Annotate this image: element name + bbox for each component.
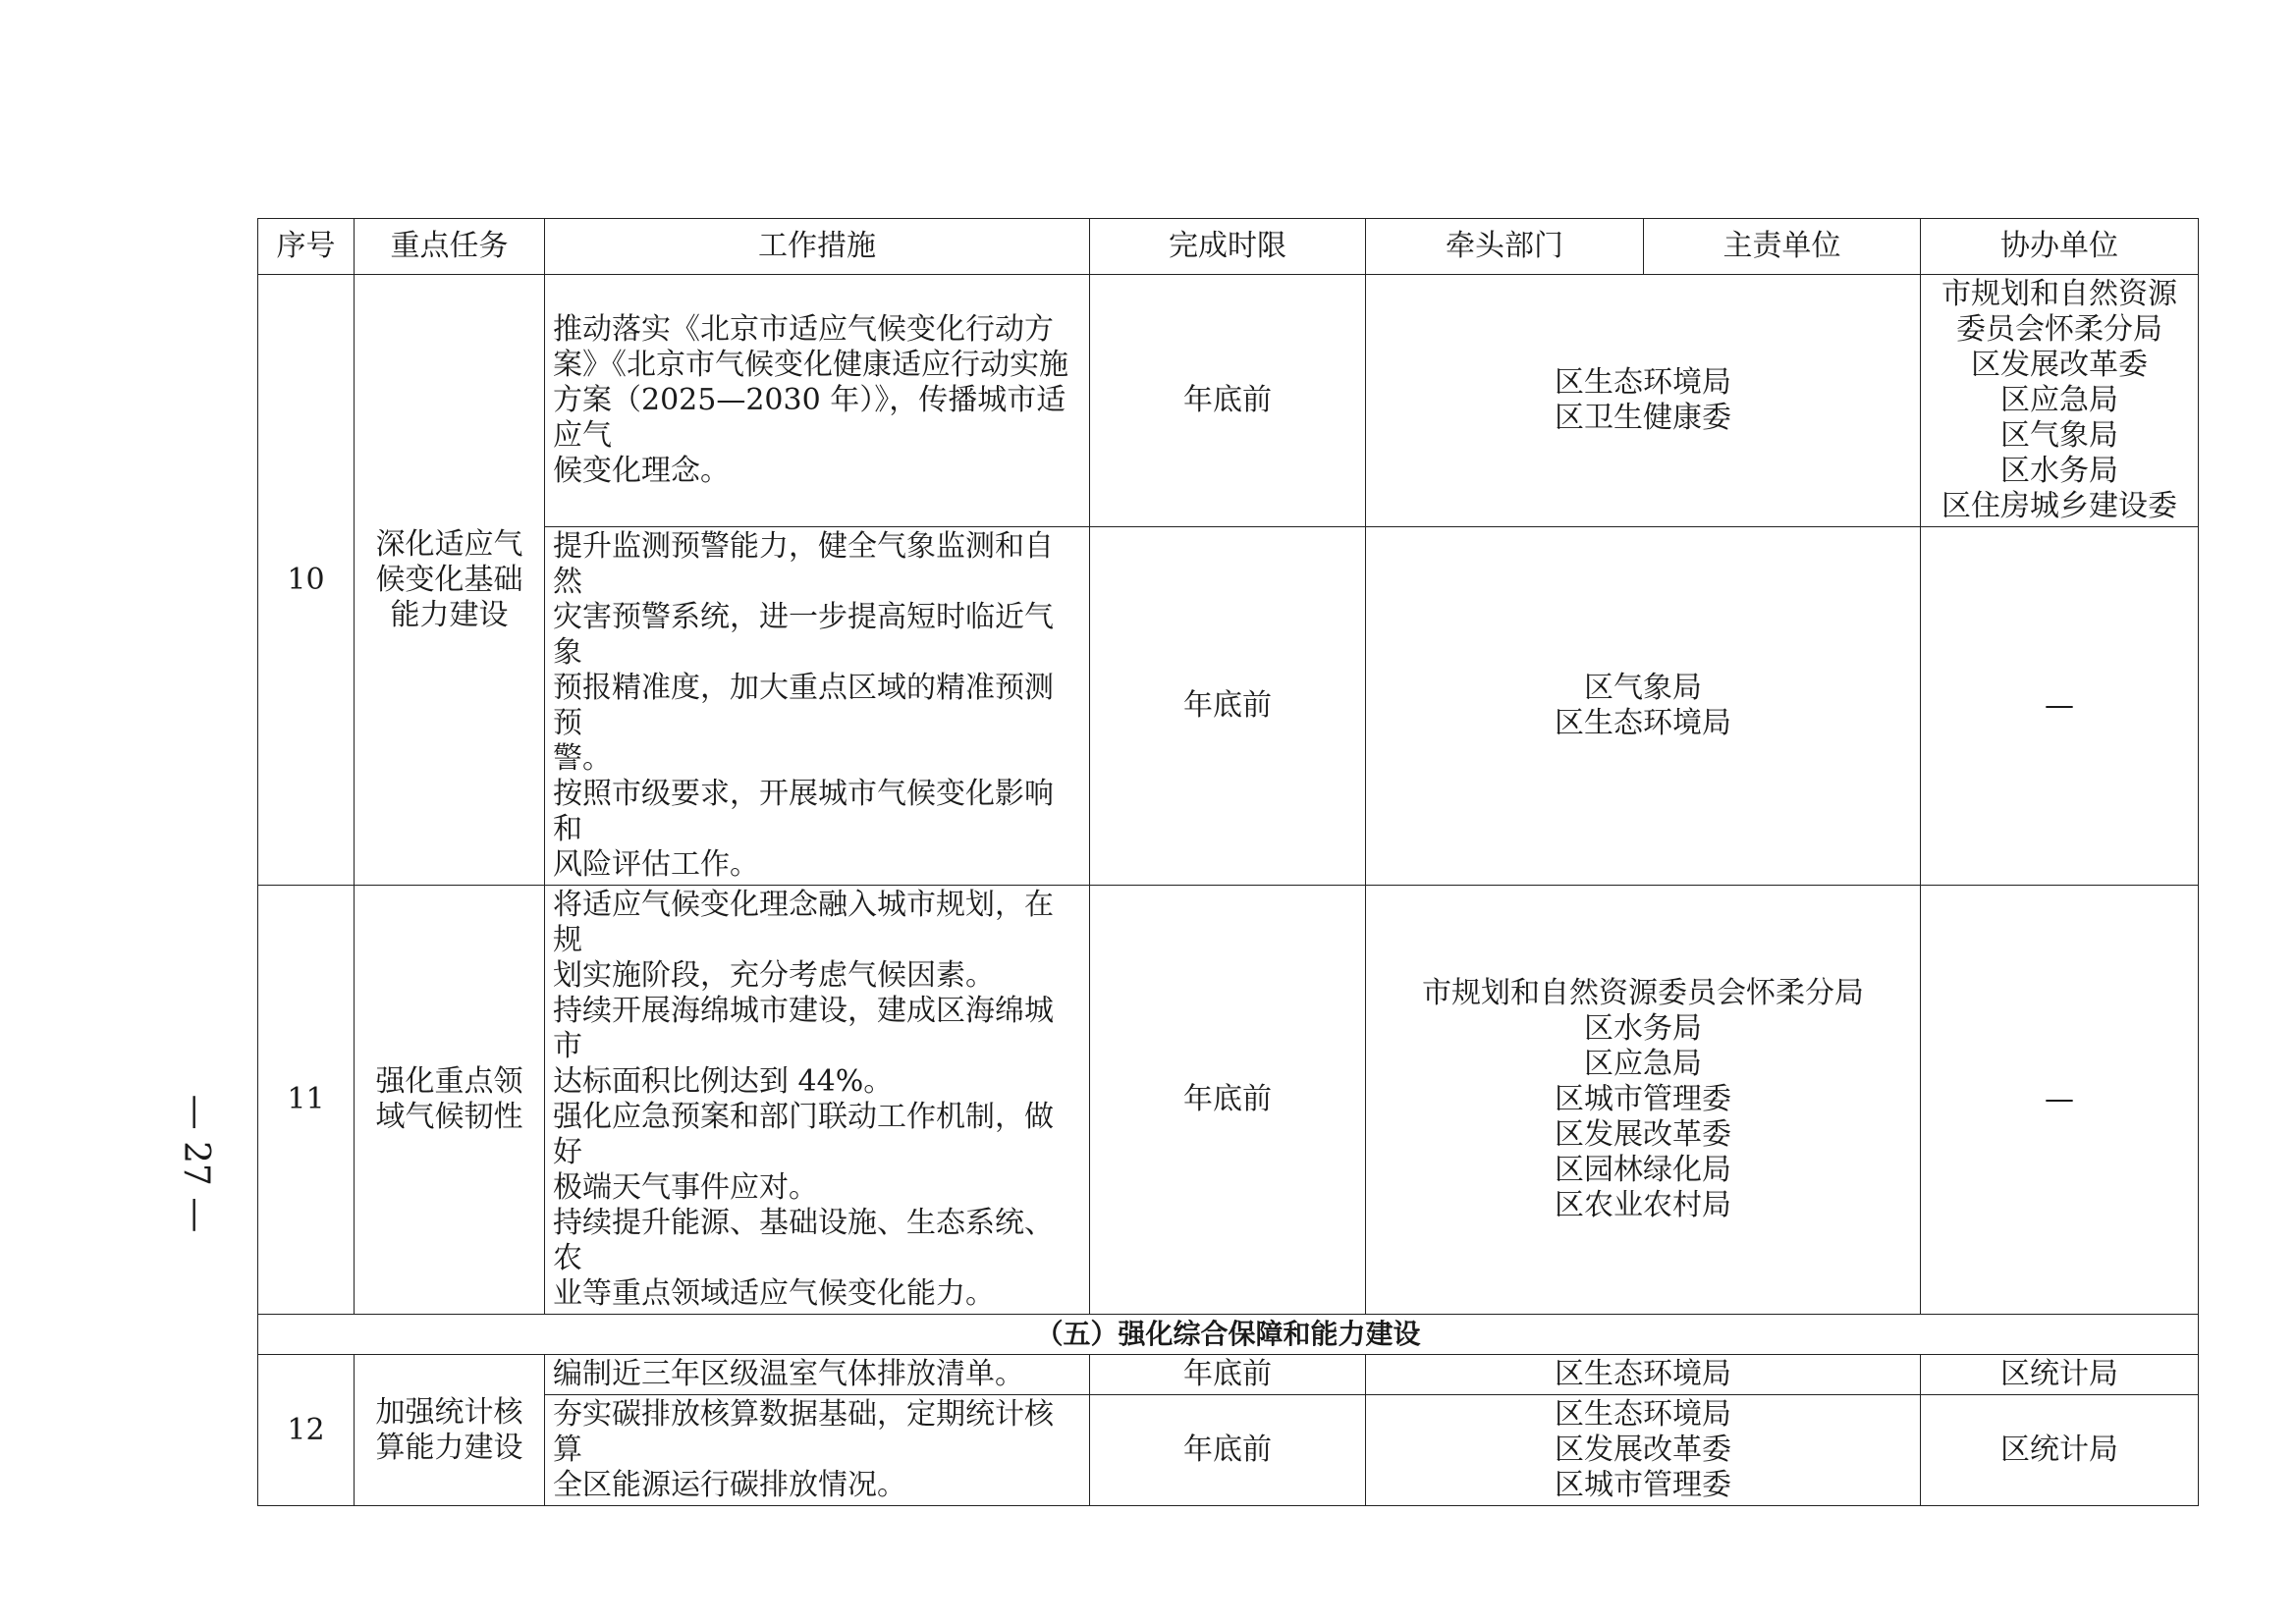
- responsible-line: 区发展改革委: [1555, 1433, 1731, 1467]
- header-lead: 牵头部门: [1366, 219, 1644, 275]
- table-row: [258, 527, 2199, 886]
- responsible-line: 区气象局: [1584, 671, 1702, 705]
- responsible-line: 区生态环境局: [1555, 1357, 1731, 1391]
- measure-line: 全区能源运行碳排放情况。: [553, 1468, 906, 1502]
- measure-line: 达标面积比例达到 44%。: [553, 1064, 894, 1099]
- deadline-cell: 年底前: [1090, 527, 1366, 886]
- measure-cell: [545, 275, 1090, 527]
- measure-line: 编制近三年区级温室气体排放清单。: [553, 1357, 1024, 1391]
- assist-line: 委员会怀柔分局: [1956, 312, 2162, 347]
- responsible-line: 区水务局: [1584, 1011, 1702, 1046]
- responsible-line: 区生态环境局: [1555, 706, 1731, 740]
- measure-line: 灾害预警系统，进一步提高短时临近气象: [553, 600, 1054, 670]
- measure-line: 持续开展海绵城市建设，建成区海绵城市: [553, 994, 1054, 1063]
- responsible-cell: [1366, 527, 1921, 886]
- measure-line: 业等重点领域适应气候变化能力。: [553, 1276, 995, 1311]
- measure-line: 预报精准度，加大重点区域的精准预测预: [553, 671, 1054, 740]
- assist-cell: —: [1921, 527, 2199, 886]
- table-row: [258, 886, 2199, 1315]
- responsible-line: 区城市管理委: [1555, 1082, 1731, 1116]
- table-row: [258, 1395, 2199, 1506]
- assist-line: 区应急局: [2000, 383, 2118, 417]
- measure-line: 夯实碳排放核算数据基础，定期统计核算: [553, 1397, 1054, 1467]
- page-number: — 27 —: [176, 1094, 217, 1233]
- header-no: 序号: [258, 219, 355, 275]
- header-deadline: 完成时限: [1090, 219, 1366, 275]
- header-task: 重点任务: [355, 219, 545, 275]
- header-main: 主责单位: [1644, 219, 1921, 275]
- assist-cell: 区统计局: [1921, 1355, 2199, 1395]
- table-row: [258, 275, 2199, 527]
- measure-line: 推动落实《北京市适应气候变化行动方: [553, 312, 1054, 347]
- measure-line: 将适应气候变化理念融入城市规划，在规: [553, 888, 1054, 957]
- measure-line: 极端天气事件应对。: [553, 1170, 818, 1205]
- responsible-line: 区生态环境局: [1555, 1397, 1731, 1432]
- deadline-cell: 年底前: [1090, 1395, 1366, 1506]
- assist-line: 区发展改革委: [1971, 348, 2148, 382]
- task-line: 域气候韧性: [375, 1100, 523, 1134]
- measure-line: 候变化理念。: [553, 454, 730, 488]
- assist-line: 区水务局: [2000, 454, 2118, 488]
- task-line: 能力建设: [390, 597, 509, 632]
- responsible-cell: [1366, 1395, 1921, 1506]
- measure-line: 警。: [553, 741, 612, 776]
- task-cell: [355, 1355, 545, 1506]
- task-line: 深化适应气: [375, 526, 523, 562]
- table-row: [258, 1355, 2199, 1395]
- section-row: [258, 1315, 2199, 1355]
- assist-cell: [1921, 275, 2199, 527]
- responsible-line: 区发展改革委: [1555, 1117, 1731, 1152]
- responsible-line: 区农业农村局: [1555, 1188, 1731, 1222]
- assist-line: 区气象局: [2000, 418, 2118, 453]
- assist-cell: —: [1921, 886, 2199, 1315]
- task-table: [257, 218, 2199, 1506]
- task-line: 算能力建设: [375, 1430, 523, 1465]
- responsible-cell: [1366, 1355, 1921, 1395]
- header-measure: 工作措施: [545, 219, 1090, 275]
- deadline-cell: 年底前: [1090, 275, 1366, 527]
- task-cell: [355, 275, 545, 886]
- task-line: 加强统计核: [375, 1394, 523, 1430]
- assist-line: 区住房城乡建设委: [1941, 489, 2177, 523]
- row-number: 11: [258, 886, 355, 1315]
- deadline-cell: 年底前: [1090, 886, 1366, 1315]
- responsible-line: 区生态环境局: [1555, 365, 1731, 400]
- responsible-line: 区园林绿化局: [1555, 1153, 1731, 1187]
- responsible-line: 区应急局: [1584, 1047, 1702, 1081]
- measure-cell: [545, 886, 1090, 1315]
- responsible-cell: [1366, 886, 1921, 1315]
- measure-cell: [545, 527, 1090, 886]
- section-heading: （五）强化综合保障和能力建设: [258, 1315, 2199, 1355]
- measure-line: 强化应急预案和部门联动工作机制，做好: [553, 1100, 1054, 1169]
- measure-line: 案》《北京市气候变化健康适应行动实施: [553, 348, 1068, 382]
- measure-line: 划实施阶段，充分考虑气候因素。: [553, 958, 995, 993]
- measure-line: 按照市级要求，开展城市气候变化影响和: [553, 777, 1054, 846]
- header-assist: 协办单位: [1921, 219, 2199, 275]
- task-line: 强化重点领: [375, 1064, 523, 1099]
- task-cell: [355, 886, 545, 1315]
- row-number: 10: [258, 275, 355, 886]
- responsible-line: 区卫生健康委: [1555, 401, 1731, 435]
- responsible-cell: [1366, 275, 1921, 527]
- measure-cell: [545, 1395, 1090, 1506]
- measure-line: 持续提升能源、基础设施、生态系统、农: [553, 1206, 1054, 1275]
- task-line: 候变化基础: [375, 562, 523, 597]
- table-header-row: [258, 219, 2199, 275]
- measure-line: 风险评估工作。: [553, 847, 759, 882]
- measure-line: 方案（2025—2030 年）》，传播城市适应气: [553, 383, 1066, 453]
- measure-line: 提升监测预警能力，健全气象监测和自然: [553, 529, 1054, 599]
- measure-cell: [545, 1355, 1090, 1395]
- row-number: 12: [258, 1355, 355, 1506]
- responsible-line: 区城市管理委: [1555, 1468, 1731, 1502]
- deadline-cell: 年底前: [1090, 1355, 1366, 1395]
- responsible-line: 市规划和自然资源委员会怀柔分局: [1422, 976, 1864, 1010]
- assist-line: 市规划和自然资源: [1941, 277, 2177, 311]
- assist-cell: 区统计局: [1921, 1395, 2199, 1506]
